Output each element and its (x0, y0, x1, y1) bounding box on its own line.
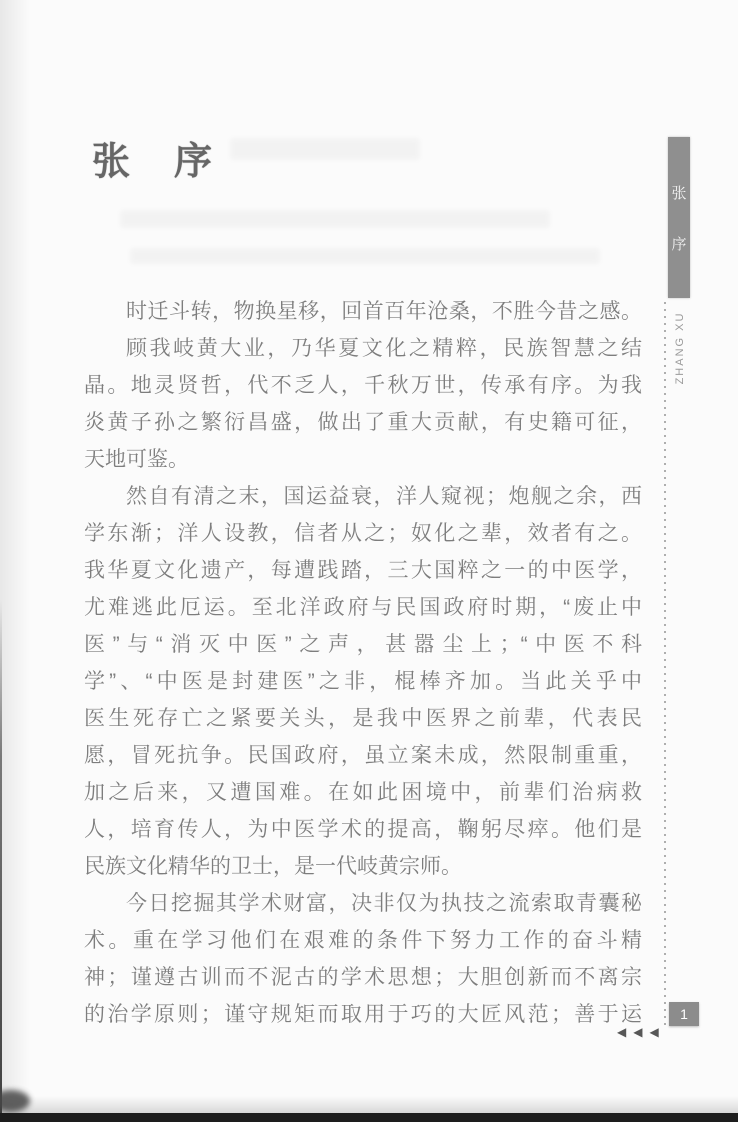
body-line: 然自有清之末，国运益衰，洋人窥视；炮舰之余，西 (126, 485, 642, 508)
body-line: 医生死存亡之紧要关头，是我中医界之前辈，代表民 (84, 707, 642, 730)
body-line: 的治学原则；谨守规矩而取用于巧的大匠风范；善于运 (84, 1003, 642, 1026)
body-line: 民族文化精华的卫士，是一代岐黄宗师。 (84, 855, 462, 878)
chapter-romanization: ZHANG XU (674, 311, 686, 385)
body-line: 术。重在学习他们在艰难的条件下努力工作的奋斗精 (84, 929, 642, 952)
chapter-tab-char: 序 (671, 235, 687, 253)
body-text (84, 293, 642, 1033)
body-line: 炎黄子孙之繁衍昌盛，做出了重大贡献，有史籍可征， (84, 411, 642, 434)
body-line: 晶。地灵贤哲，代不乏人，千秋万世，传承有序。为我 (84, 374, 642, 397)
footer-arrows (617, 1025, 659, 1039)
margin-dotted-line (664, 302, 666, 1028)
body-line: 加之后来，又遭国难。在如此困境中，前辈们治病救 (84, 781, 642, 804)
body-line: 人，培育传人，为中医学术的提高，鞠躬尽瘁。他们是 (84, 818, 642, 841)
body-line: 学东渐；洋人设教，信者从之；奴化之辈，效者有之。 (84, 522, 642, 545)
body-line: 尤难逃此厄运。至北洋政府与民国政府时期，“废止中 (84, 596, 642, 619)
left-scan-edge (0, 600, 2, 1122)
body-line: 天地可鉴。 (84, 448, 189, 471)
body-line: 我华夏文化遗产，每遭践踏，三大国粹之一的中医学， (84, 559, 642, 582)
chapter-title-char: 序 (174, 138, 213, 183)
bottom-scan-shadow (0, 1096, 738, 1113)
page-number-badge: 1 (669, 1002, 699, 1026)
body-line: 医”与“消灭中医”之声，甚嚣尘上；“中医不科 (84, 633, 642, 656)
bleed-through-mark (130, 248, 600, 264)
body-line: 愿，冒死抗争。民国政府，虽立案未成，然限制重重， (84, 744, 642, 767)
chapter-tab-char: 张 (671, 184, 687, 202)
chapter-title (92, 130, 212, 185)
bottom-scan-bar (0, 1113, 738, 1122)
body-line: 今日挖掘其学术财富，决非仅为执技之流索取青囊秘 (126, 892, 642, 915)
left-scan-shadow (0, 0, 30, 1122)
body-line: 学”、“中医是封建医”之非，棍棒齐加。当此关乎中 (84, 670, 642, 693)
body-line: 顾我岐黄大业，乃华夏文化之精粹，民族智慧之结 (126, 337, 642, 360)
left-arrow-icon: ◀ (633, 1025, 643, 1039)
chapter-tab (668, 137, 690, 298)
body-line: 时迁斗转，物换星移，回首百年沧桑，不胜今昔之感。 (126, 300, 642, 323)
chapter-title-char: 张 (92, 138, 131, 183)
left-arrow-icon: ◀ (649, 1025, 659, 1039)
bleed-through-mark (120, 210, 550, 228)
bleed-through-mark (230, 138, 420, 160)
left-arrow-icon: ◀ (617, 1025, 627, 1039)
body-line: 神；谨遵古训而不泥古的学术思想；大胆创新而不离宗 (84, 966, 642, 989)
